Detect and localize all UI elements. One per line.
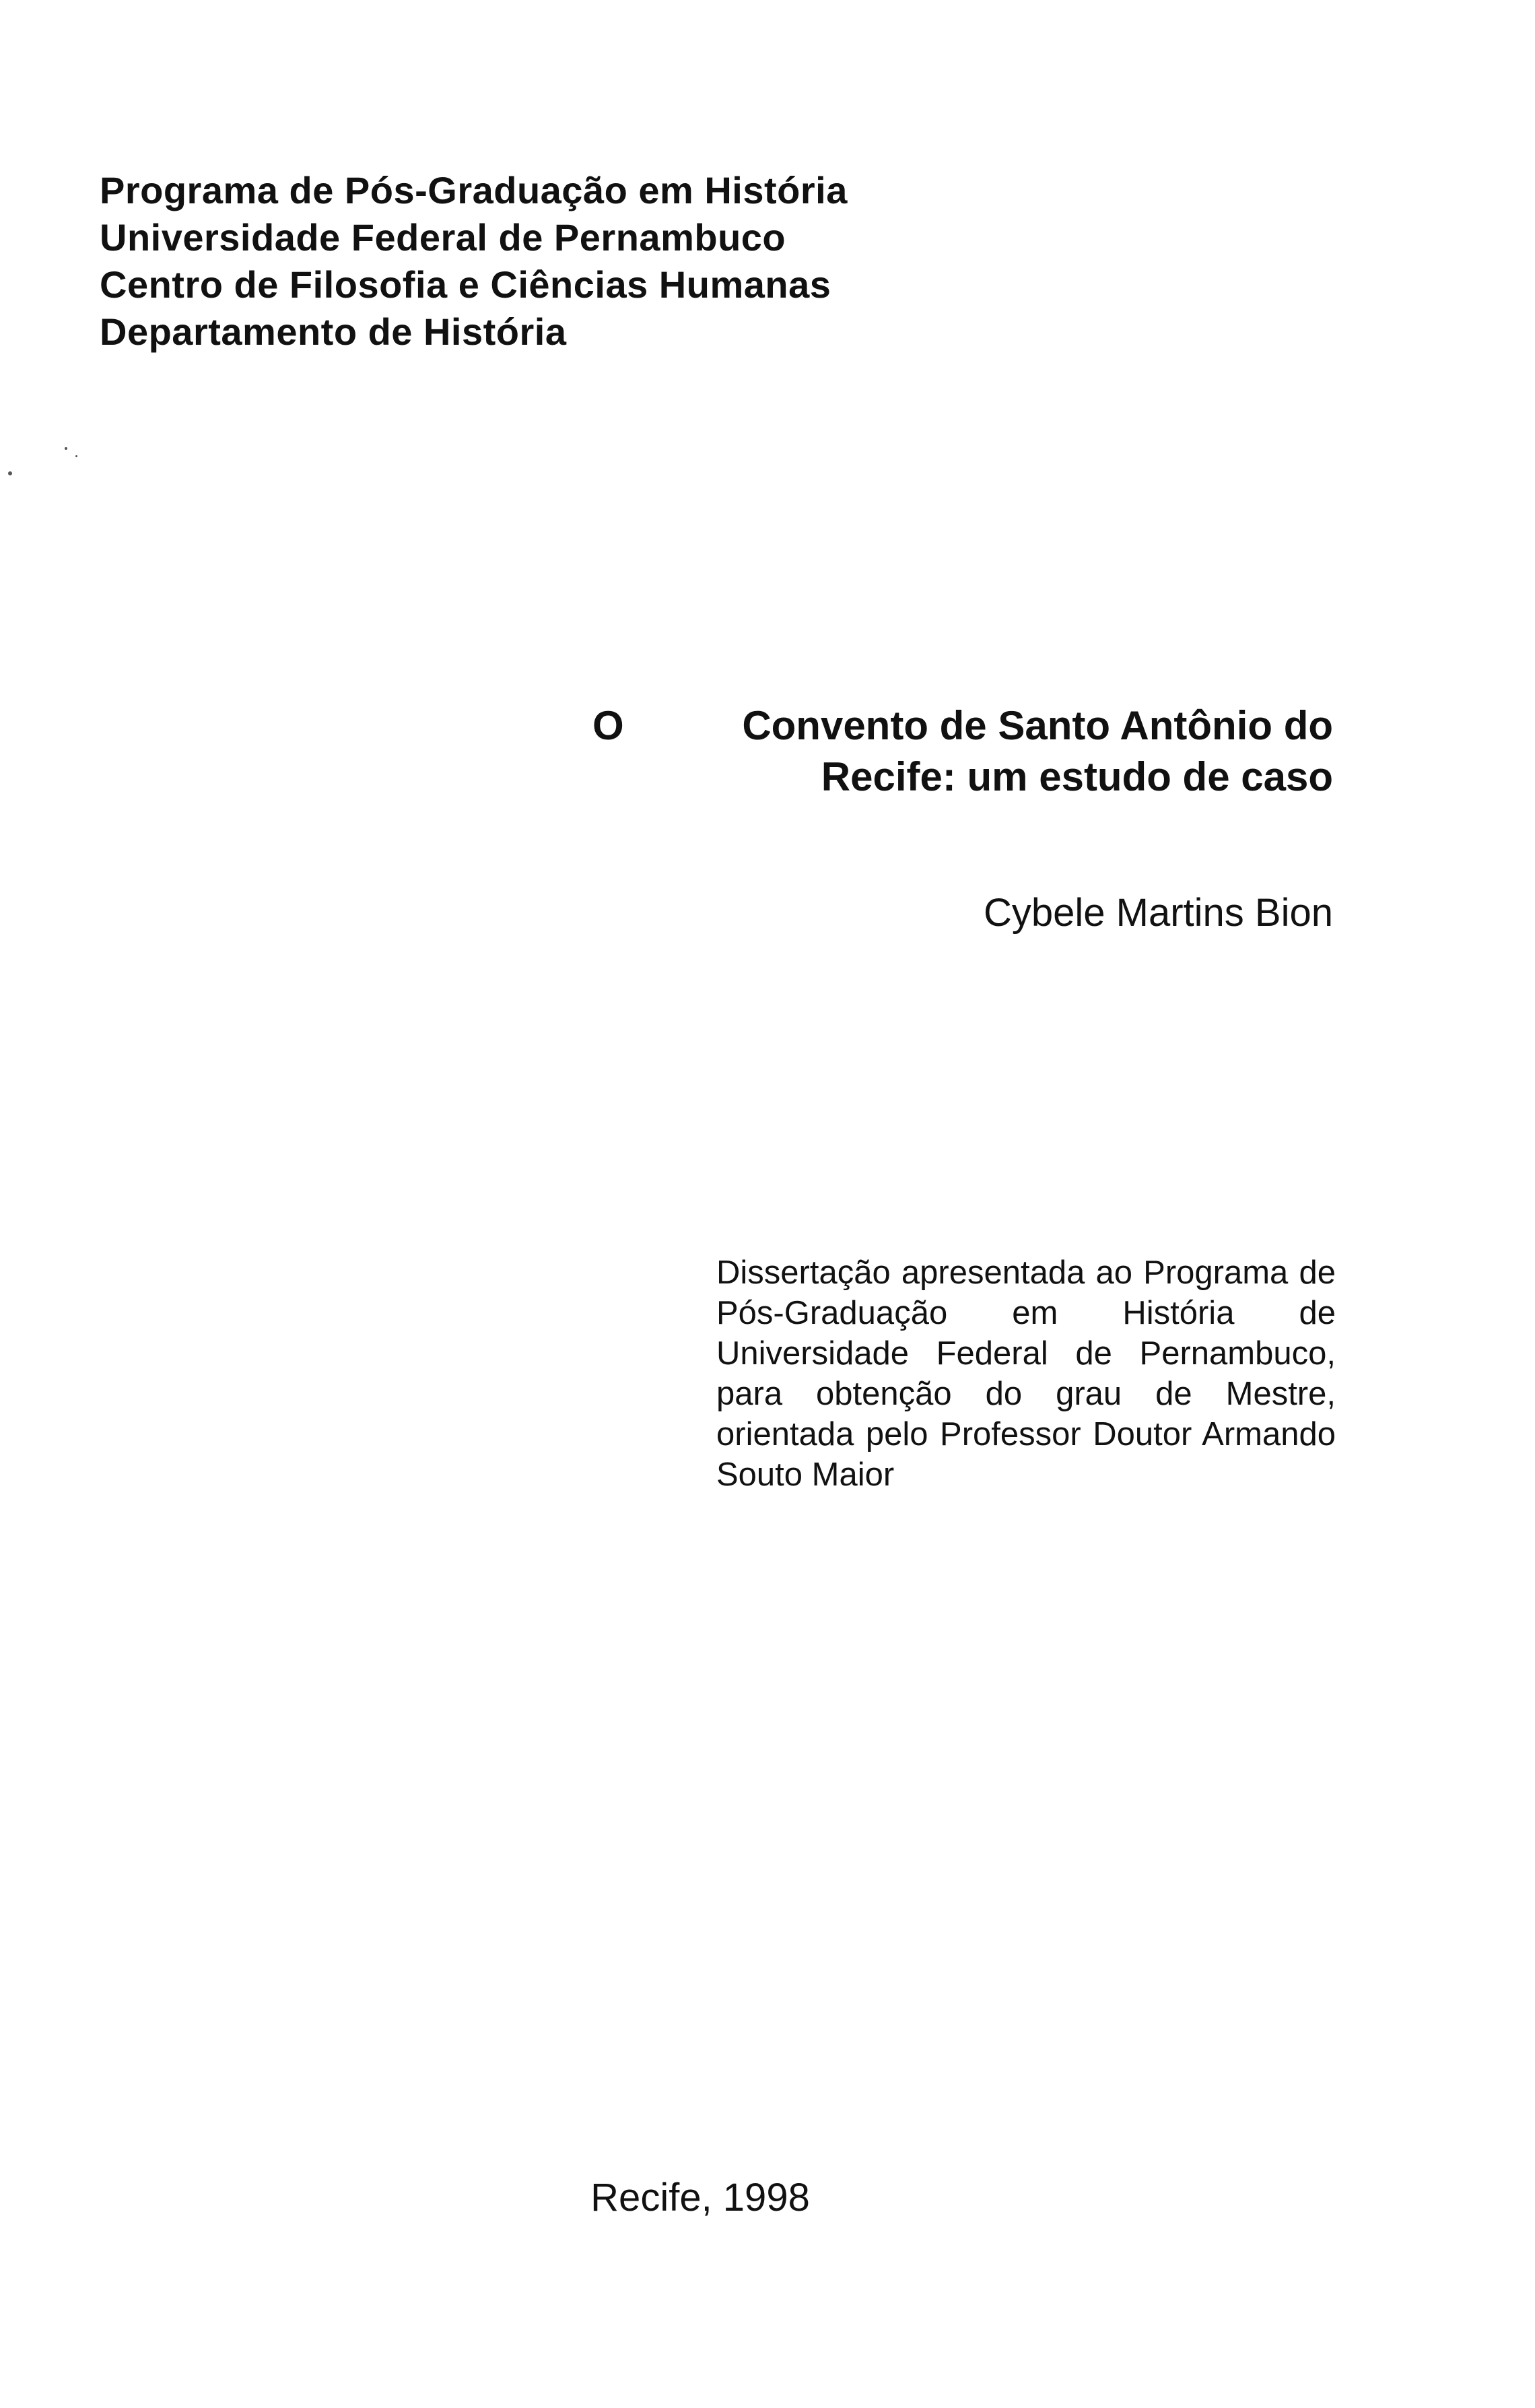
program-name: Programa de Pós-Graduação em História: [100, 169, 848, 211]
dissertation-note: Dissertação apresentada ao Programa de Pós-Graduação em História de Universidade Federal de Pernambuco, para obtenção do grau de Mestre, orientada pelo Professor Doutor Armando Souto Maior: [716, 1255, 1336, 1493]
title-line-2: Recife: um estudo de caso: [821, 754, 1333, 799]
title-line-1-text: Convento de Santo Antônio do: [742, 703, 1333, 748]
place-and-date: [0, 2174, 1535, 2222]
scan-speck: [8, 471, 12, 475]
title-line-1: [592, 700, 1333, 751]
department-name: Departamento de História: [100, 310, 567, 353]
institution-block: [100, 167, 848, 356]
center-name: Centro de Filosofia e Ciências Humanas: [100, 263, 831, 306]
place-date-text: Recife, 1998: [590, 2176, 810, 2219]
university-name: Universidade Federal de Pernambuco: [100, 216, 786, 259]
scan-speck: [75, 455, 77, 457]
thesis-title: [592, 700, 1333, 803]
scan-speck: [65, 447, 67, 450]
author-name: Cybele Martins Bion: [984, 891, 1333, 935]
title-article: O: [592, 703, 624, 748]
